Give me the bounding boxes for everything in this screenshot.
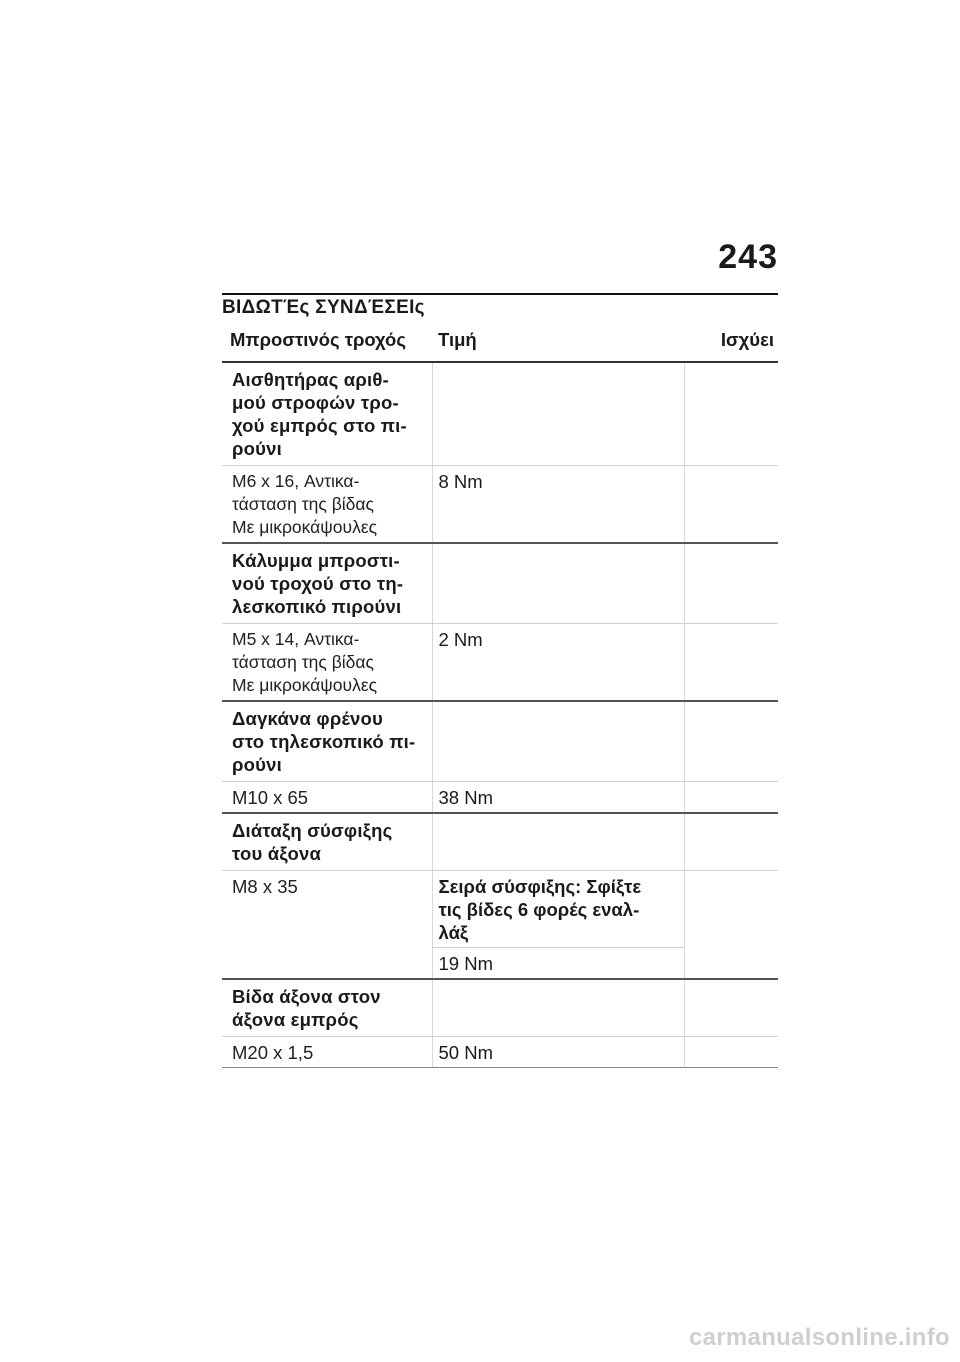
spec-detail: M20 x 1,5 [222,1037,432,1068]
tightening-instruction: Σειρά σύσφιξης: Σφίξτε τις βίδες 6 φορές εναλ- λάξ [432,871,684,948]
torque-value: 8 Nm [432,466,684,544]
column-header-component: Μπροστινός τροχός [222,322,432,362]
torque-value: 2 Nm [432,624,684,702]
spec-detail: M8 x 35 [222,871,432,980]
table-row-spec [222,782,778,814]
table-row-spec [222,466,778,544]
torque-value: 19 Nm [432,948,684,980]
component-name: Βίδα άξονα στον άξονα εμπρός [222,979,432,1037]
column-header-value: Τιμή [432,322,684,362]
table-row-component [222,362,778,466]
header-rule [222,293,778,295]
torque-table [222,322,778,1068]
table-row-spec [222,871,778,948]
spec-detail: M5 x 14, Αντικα- τάσταση της βίδας Με μικροκάψουλες [222,624,432,702]
component-name: Κάλυμμα μπροστι- νού τροχού στο τη- λεσκοπικό πιρούνι [222,543,432,624]
column-header-valid: Ισχύει [684,322,778,362]
table-row-component [222,543,778,624]
table-row-spec [222,624,778,702]
spec-detail: M6 x 16, Αντικα- τάσταση της βίδας Με μικροκάψουλες [222,466,432,544]
section-title: ΒΙΔΩΤΈς ΣΥΝΔΈΣΕΙς [222,297,425,318]
component-name: Δαγκάνα φρένου στο τηλεσκοπικό πι- ρούνι [222,701,432,782]
torque-value: 50 Nm [432,1037,684,1068]
torque-value: 38 Nm [432,782,684,814]
table-row-spec [222,1037,778,1068]
component-name: Αισθητήρας αριθ- μού στροφών τρο- χού εμπρός στο πι- ρούνι [222,362,432,466]
table-row-component [222,979,778,1037]
page-number: 243 [718,238,778,276]
footer-watermark: carmanualsonline.info [688,1324,950,1351]
table-header-row [222,322,778,362]
table-row-component [222,813,778,871]
table-row-component [222,701,778,782]
spec-detail: M10 x 65 [222,782,432,814]
component-name: Διάταξη σύσφιξης του άξονα [222,813,432,871]
